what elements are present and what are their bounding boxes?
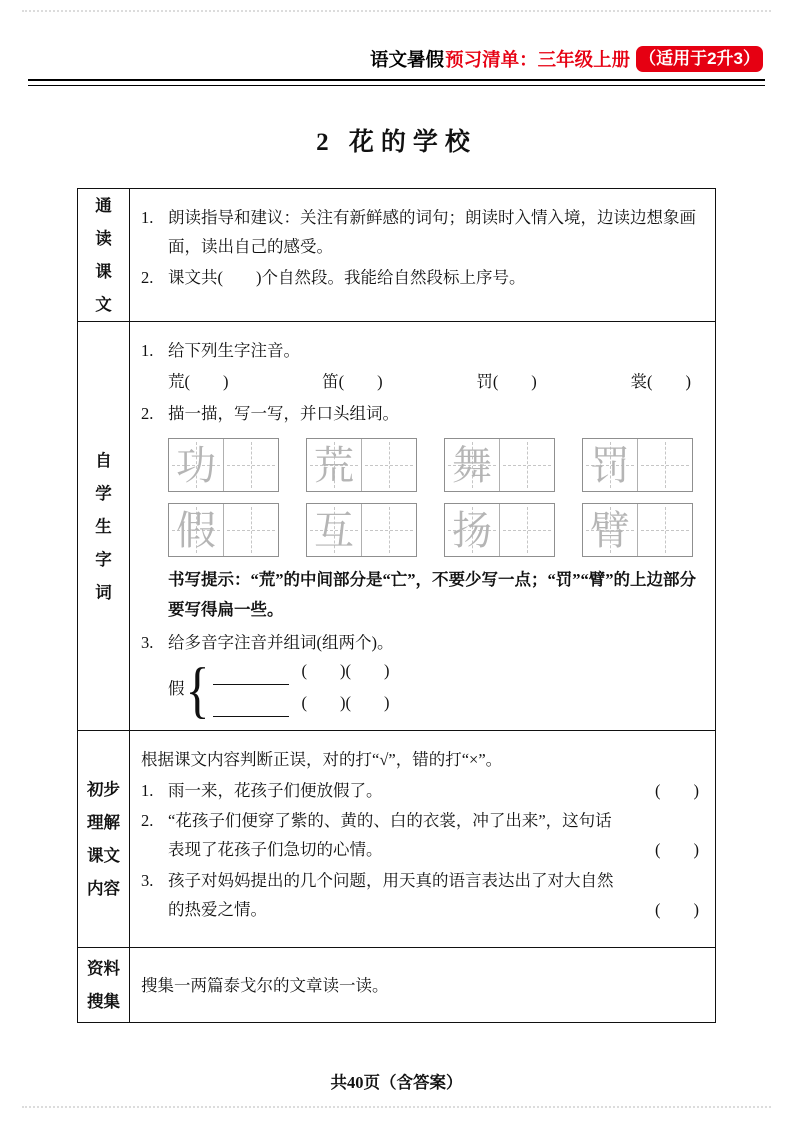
item-text: 给下列生字注音。 xyxy=(168,341,300,361)
section-label-text: 资料搜集 xyxy=(87,959,120,1012)
writing-grid-row xyxy=(168,503,701,557)
polyphone-character: 假 xyxy=(168,679,185,699)
answer-parentheses: ( ) xyxy=(655,780,699,800)
pinyin-blank: 笛( ) xyxy=(322,372,383,392)
section-row-comprehension xyxy=(78,730,715,947)
answer-parentheses: ( ) xyxy=(655,840,699,860)
writing-tip: 书写提示：“荒”的中间部分是“亡”，不要少写一点；“罚”“臂”的上边部分要写得扁一些。 xyxy=(168,570,696,619)
writing-grid-row xyxy=(168,438,701,492)
section-content-materials xyxy=(130,948,715,1022)
section-row-self-study xyxy=(78,321,715,730)
writing-grid-cell-empty xyxy=(499,439,554,491)
writing-grid-cell-empty xyxy=(223,504,278,556)
list-item xyxy=(141,263,701,292)
writing-grid-cell xyxy=(583,504,637,556)
section-label-self-study xyxy=(78,322,130,730)
item-text: 描一描，写一写，并口头组词。 xyxy=(168,403,399,423)
item-text: 给多音字注音并组词(组两个)。 xyxy=(168,632,394,652)
writing-grid-pair xyxy=(306,503,417,557)
writing-grid-cell xyxy=(583,439,637,491)
writing-grid-pair xyxy=(168,438,279,492)
writing-grid-pair xyxy=(444,438,555,492)
writing-grid-cell xyxy=(445,504,499,556)
item-number: 3. xyxy=(141,632,154,652)
writing-grid-cell xyxy=(169,439,223,491)
polyphone-exercise xyxy=(168,653,701,724)
trace-character: 罚 xyxy=(590,442,630,488)
word-blanks: ( )( ) xyxy=(301,692,390,712)
instructions-text: 根据课文内容判断正误，对的打“√”，错的打“×”。 xyxy=(141,750,503,770)
section-label-text: 自学生字词 xyxy=(95,450,112,602)
answer-parentheses: ( ) xyxy=(655,900,699,920)
pinyin-blank: 罚( ) xyxy=(476,372,537,392)
list-item xyxy=(141,336,701,365)
header-course-label: 语文暑假 xyxy=(370,49,445,71)
item-text: 朗读指导和建议：关注有新鲜感的词句；朗读时入情入境，边读边想象画面，读出自己的感受。 xyxy=(168,208,696,257)
item-text: 雨一来，花孩子们便放假了。 xyxy=(168,780,383,800)
writing-grid-cell-empty xyxy=(361,504,416,556)
page-edge-top xyxy=(22,10,771,12)
writing-grid-cell xyxy=(445,439,499,491)
materials-task-text: 搜集一两篇泰戈尔的文章读一读。 xyxy=(141,975,389,995)
writing-grids xyxy=(168,438,701,557)
page-edge-bottom xyxy=(22,1106,771,1108)
header-divider xyxy=(28,79,765,86)
true-false-item xyxy=(141,806,701,865)
trace-character: 荒 xyxy=(314,442,354,488)
section-label-text: 初步理解课文内容 xyxy=(87,780,120,899)
writing-grid-pair xyxy=(168,503,279,557)
writing-grid-cell xyxy=(307,504,361,556)
page-footer: 共40页（含答案） xyxy=(330,1073,463,1093)
true-false-item xyxy=(141,866,701,925)
section-label-materials xyxy=(78,948,130,1022)
true-false-item xyxy=(141,776,701,805)
list-item xyxy=(141,203,701,262)
pinyin-blank: 荒( ) xyxy=(168,372,229,392)
polyphone-answer-row xyxy=(213,660,390,685)
brace-glyph: { xyxy=(185,653,210,724)
trace-character: 扬 xyxy=(452,507,492,553)
item-number: 1. xyxy=(141,780,154,800)
item-text: 课文共( )个自然段。我能给自然段标上序号。 xyxy=(168,267,526,287)
item-number: 3. xyxy=(141,870,154,890)
lesson-title: 2 花的学校 xyxy=(316,129,477,157)
writing-grid-pair xyxy=(306,438,417,492)
item-number: 2. xyxy=(141,810,154,830)
writing-grid-cell-empty xyxy=(637,504,692,556)
item-number: 1. xyxy=(141,341,154,361)
writing-grid-pair xyxy=(444,503,555,557)
trace-character: 假 xyxy=(176,507,216,553)
trace-character: 互 xyxy=(314,507,354,553)
trace-character: 舞 xyxy=(452,442,492,488)
section-label-comprehension xyxy=(78,731,130,947)
writing-grid-cell-empty xyxy=(223,439,278,491)
header-grade-badge: （适用于2升3） xyxy=(636,46,763,72)
trace-character: 臂 xyxy=(590,507,630,553)
item-text: “花孩子们便穿了紫的、黄的、白的衣裳，冲了出来”，这句话表现了花孩子们急切的心情。 xyxy=(168,810,612,860)
worksheet-table xyxy=(77,188,716,1023)
section-row-materials xyxy=(78,947,715,1022)
writing-grid-cell-empty xyxy=(361,439,416,491)
word-blanks: ( )( ) xyxy=(301,660,390,680)
pinyin-exercise-row xyxy=(168,367,691,396)
polyphone-answer-rows xyxy=(213,660,390,717)
item-text: 孩子对妈妈提出的几个问题，用天真的语言表达出了对大自然的热爱之情。 xyxy=(168,870,614,920)
answer-blank-line xyxy=(213,664,289,685)
writing-grid-pair xyxy=(582,503,693,557)
writing-grid-pair xyxy=(582,438,693,492)
header-subtitle: 预习清单：三年级上册 xyxy=(445,49,631,71)
writing-grid-cell xyxy=(169,504,223,556)
item-number: 1. xyxy=(141,208,154,228)
item-number: 2. xyxy=(141,267,154,287)
answer-blank-line xyxy=(213,696,289,717)
trace-character: 功 xyxy=(176,442,216,488)
section-row-read-aloud xyxy=(78,189,715,321)
section-content-read-aloud xyxy=(130,189,715,321)
section-content-comprehension xyxy=(130,731,715,947)
section-label-read-aloud xyxy=(78,189,130,321)
writing-grid-cell xyxy=(307,439,361,491)
item-number: 2. xyxy=(141,403,154,423)
list-item xyxy=(141,399,701,428)
writing-grid-cell-empty xyxy=(499,504,554,556)
section-label-text: 通读课文 xyxy=(95,196,112,315)
pinyin-blank: 裳( ) xyxy=(630,372,691,392)
section-content-self-study xyxy=(130,322,715,730)
polyphone-answer-row xyxy=(213,692,390,717)
list-item xyxy=(141,628,701,657)
writing-grid-cell-empty xyxy=(637,439,692,491)
